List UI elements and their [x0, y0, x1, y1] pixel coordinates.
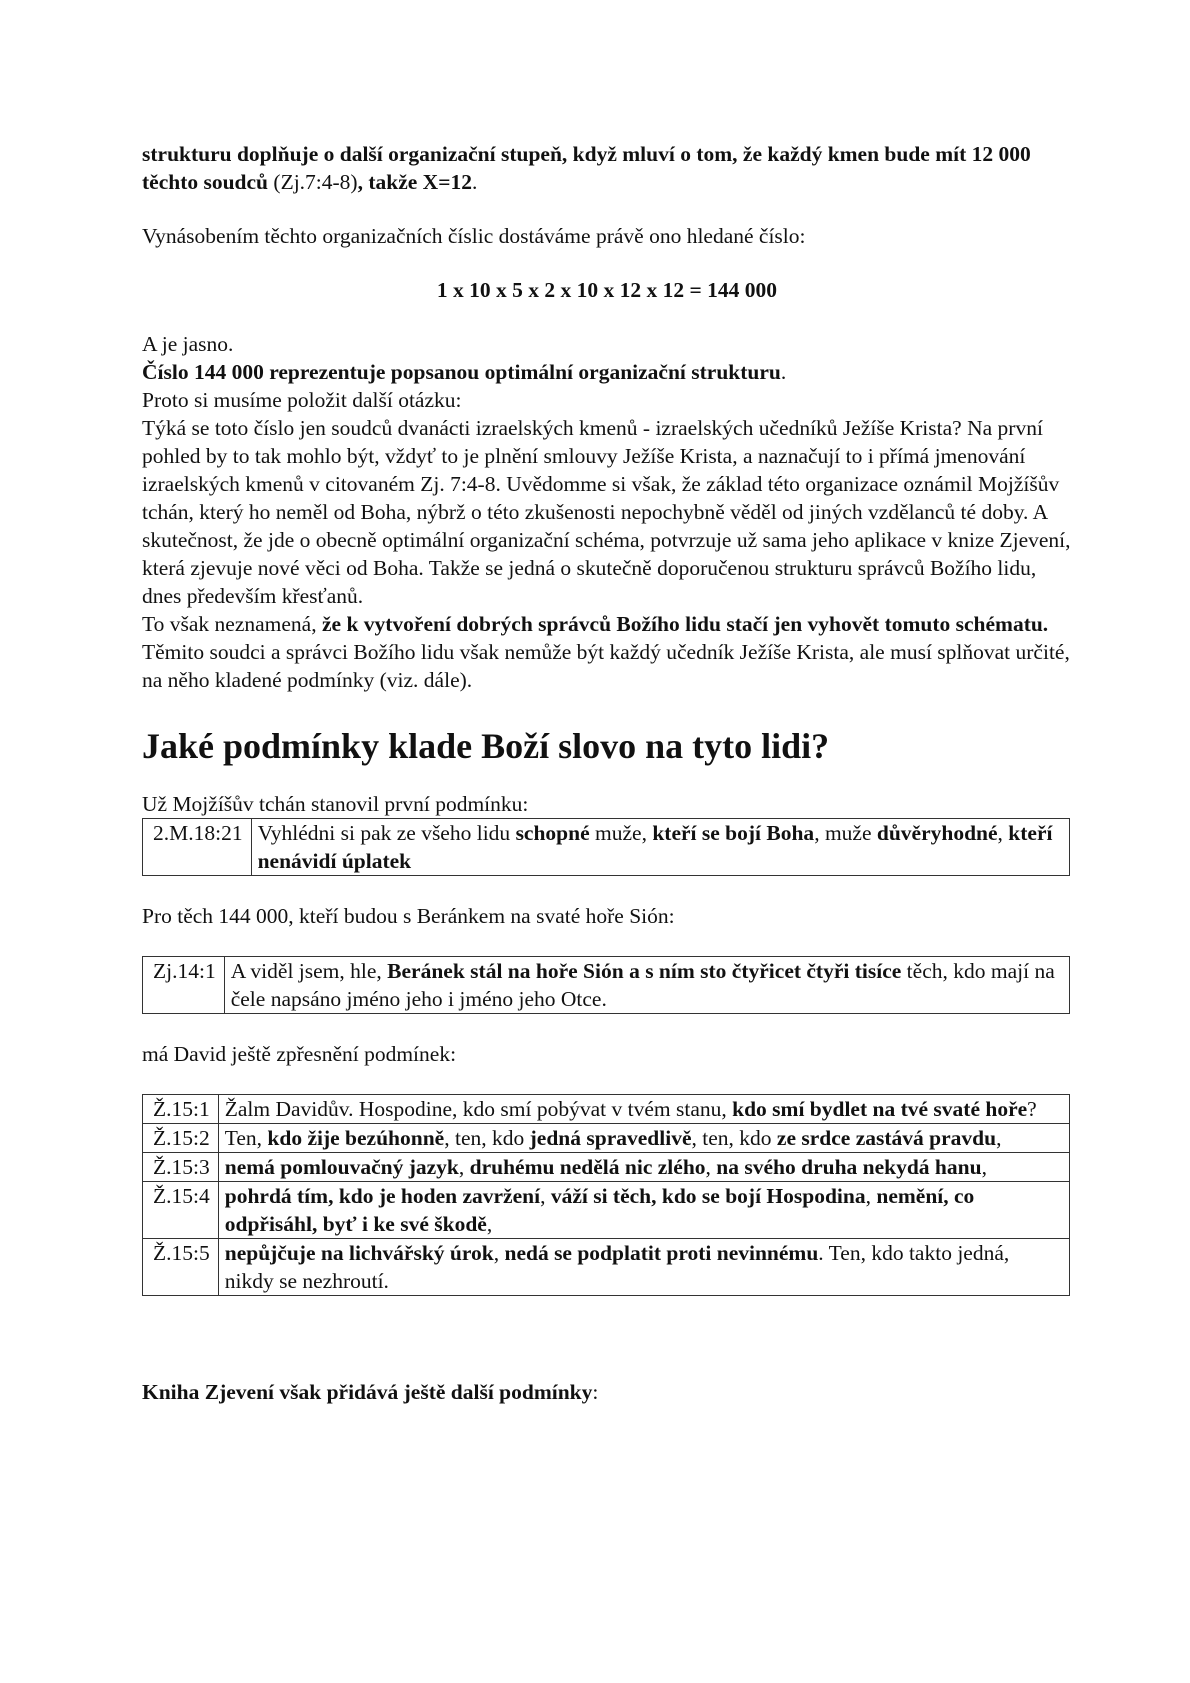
line-number-meaning: Číslo 144 000 reprezentuje popsanou optimální organizační strukturu.: [142, 360, 787, 384]
document-page: [142, 140, 1072, 1406]
verse-reference: Ž.15:3: [143, 1153, 219, 1182]
intro-first-condition: Už Mojžíšův tchán stanovil první podmínku:: [142, 792, 529, 816]
verse-table-revelation: [142, 956, 1070, 1014]
closing-line: Kniha Zjevení však přidává ještě další podmínky:: [142, 1380, 599, 1404]
section-heading: Jaké podmínky klade Boží slovo na tyto lidi?: [142, 726, 830, 766]
paragraph-multiply: Vynásobením těchto organizačních číslic dostáváme právě ono hledané číslo:: [142, 224, 806, 248]
table-row: [143, 1239, 1070, 1296]
formula: 1 x 10 x 5 x 2 x 10 x 12 x 12 = 144 000: [436, 278, 778, 302]
table-row: [143, 1095, 1070, 1124]
verse-text: A viděl jsem, hle, Beránek stál na hoře Sión a s ním sto čtyřicet čtyři tisíce těch, kdo mají na čele napsáno jméno jeho i jméno jeho Otce.: [224, 957, 1069, 1014]
table-row: [143, 1182, 1070, 1239]
intro-144000: Pro těch 144 000, kteří budou s Beránkem na svaté hoře Sión:: [142, 904, 675, 928]
table-row: [143, 1153, 1070, 1182]
verse-text: Vyhlédni si pak ze všeho lidu schopné muže, kteří se bojí Boha, muže důvěryhodné, kteří nenávidí úplatek: [251, 819, 1069, 876]
verse-table-exodus: [142, 818, 1070, 876]
verse-table-psalm: [142, 1094, 1070, 1296]
verse-text: nepůjčuje na lichvářský úrok, nedá se podplatit proti nevinnému. Ten, kdo takto jedná, nikdy se nezhroutí.: [218, 1239, 1069, 1296]
table-row: [143, 819, 1070, 876]
verse-text: Ten, kdo žije bezúhonně, ten, kdo jedná spravedlivě, ten, kdo ze srdce zastává pravdu,: [218, 1124, 1069, 1153]
table-row: [143, 957, 1070, 1014]
verse-reference: 2.M.18:21: [143, 819, 252, 876]
verse-reference: Ž.15:1: [143, 1095, 219, 1124]
verse-text: Žalm Davidův. Hospodine, kdo smí pobývat v tvém stanu, kdo smí bydlet na tvé svaté hoře?: [218, 1095, 1069, 1124]
verse-reference: Ž.15:4: [143, 1182, 219, 1239]
line-question: Proto si musíme položit další otázku:: [142, 388, 462, 412]
line-clear: A je jasno.: [142, 332, 234, 356]
intro-david: má David ještě zpřesnění podmínek:: [142, 1042, 457, 1066]
verse-reference: Zj.14:1: [143, 957, 225, 1014]
paragraph-conclusion: To však neznamená, že k vytvoření dobrých správců Božího lidu stačí jen vyhovět tomuto schématu. Těmito soudci a správci Božího lidu však nemůže být každý učedník Ježíše Krista, ale musí splňovat určité, na něho kladené podmínky (viz. dále).: [142, 612, 1070, 692]
paragraph-structure: strukturu doplňuje o další organizační stupeň, když mluví o tom, že každý kmen bude mít 12 000 těchto soudců (Zj.7:4-8), takže X=12.: [142, 142, 1031, 194]
paragraph-explanation: Týká se toto číslo jen soudců dvanácti izraelských kmenů - izraelských učedníků Ježíše Krista? Na první pohled by to tak mohlo být, vždyť to je plnění smlouvy Ježíše Krista, a naznačují to i přímá jmenování izraelských kmenů v citovaném Zj. 7:4-8. Uvědomme si však, že základ této organizace oznámil Mojžíšův tchán, který ho neměl od Boha, nýbrž o této zkušenosti nepochybně věděl od jiných vzdělanců té doby. A skutečnost, že jde o obecně optimální organizační schéma, potvrzuje už sama jeho aplikace v knize Zjevení, která zjevuje nové věci od Boha. Takže se jedná o skutečně doporučenou strukturu správců Božího lidu, dnes především křesťanů.: [142, 416, 1071, 608]
verse-reference: Ž.15:5: [143, 1239, 219, 1296]
verse-text: pohrdá tím, kdo je hoden zavržení, váží si těch, kdo se bojí Hospodina, nemění, co odpřisáhl, byť i ke své škodě,: [218, 1182, 1069, 1239]
verse-text: nemá pomlouvačný jazyk, druhému nedělá nic zlého, na svého druha nekydá hanu,: [218, 1153, 1069, 1182]
verse-reference: Ž.15:2: [143, 1124, 219, 1153]
table-row: [143, 1124, 1070, 1153]
